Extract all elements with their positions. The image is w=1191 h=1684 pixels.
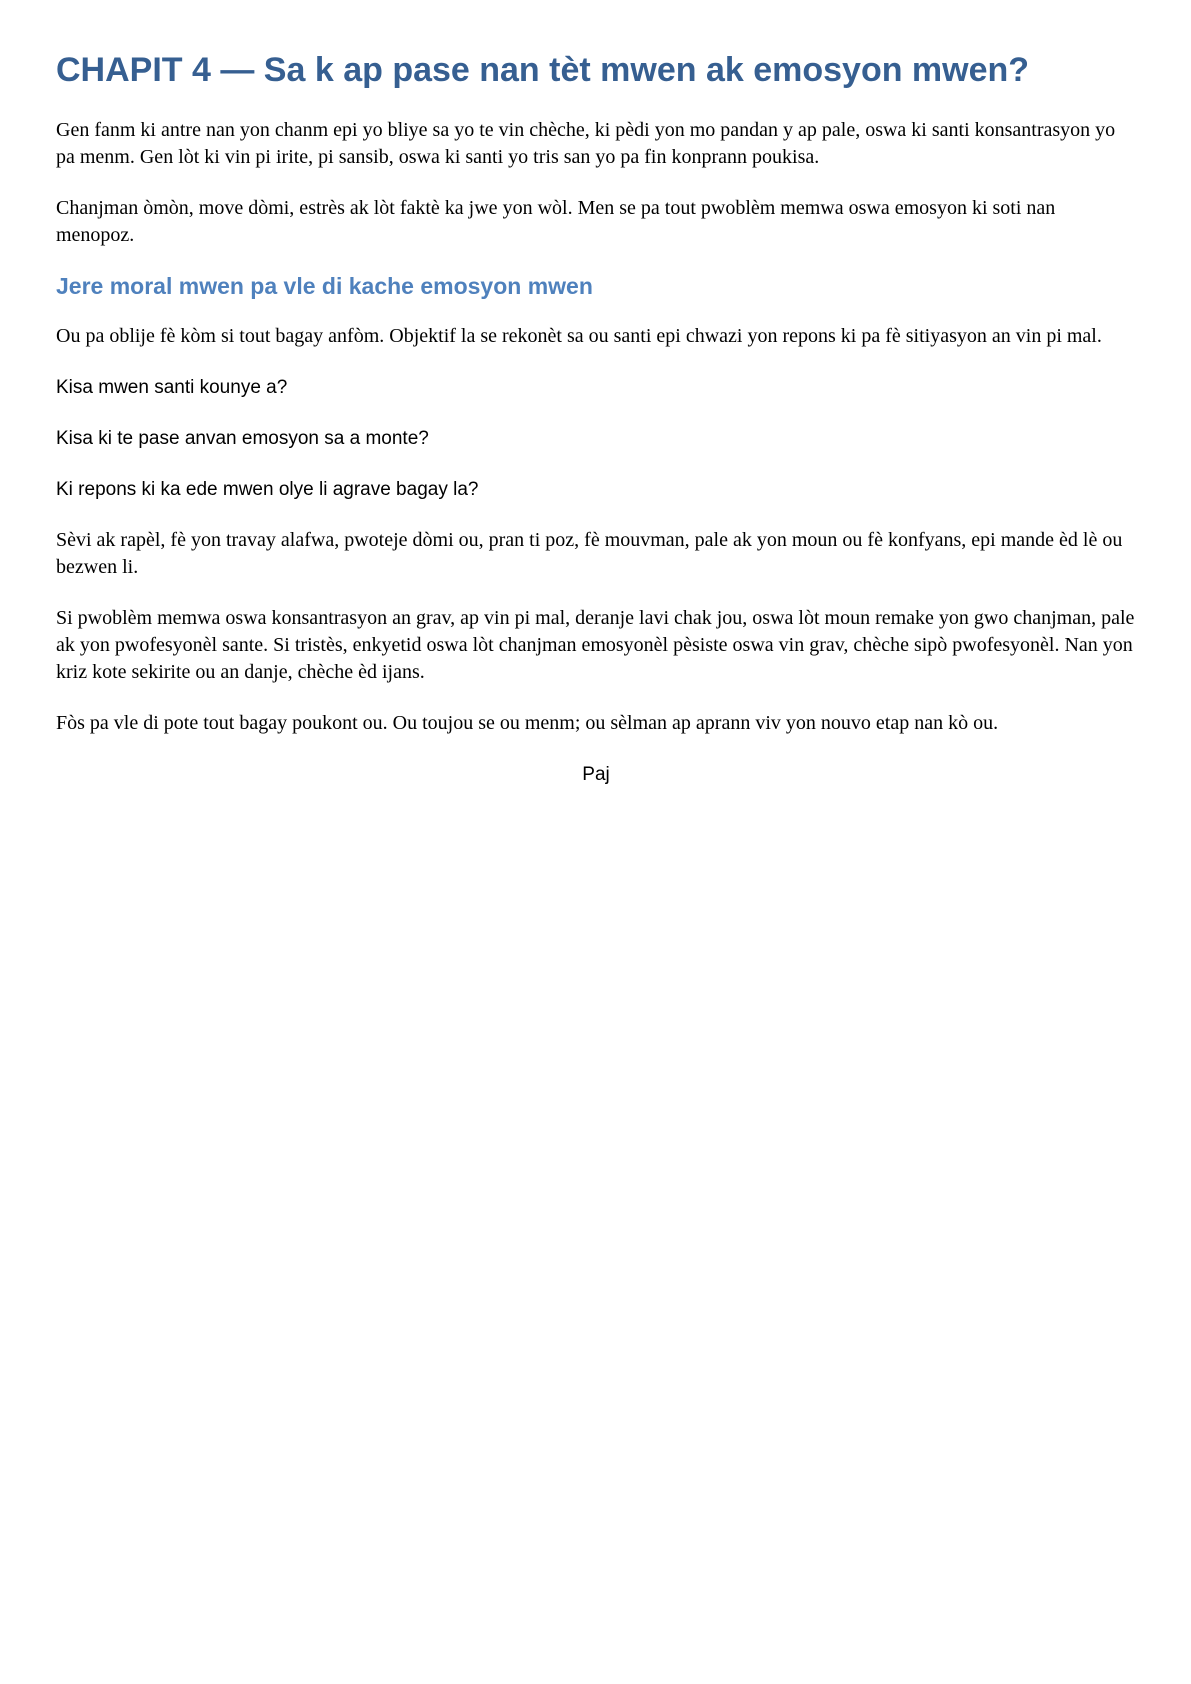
closing-paragraph: Sèvi ak rapèl, fè yon travay alafwa, pwoteje dòmi ou, pran ti poz, fè mouvman, pale ak yon moun ou fè konfyans, epi mande èd lè ou bezwen li.: [56, 529, 1123, 579]
closing-paragraph: Si pwoblèm memwa oswa konsantrasyon an grav, ap vin pi mal, deranje lavi chak jou, oswa lòt moun remake yon gwo chanjman, pale ak yon pwofesyonèl sante. Si tristès, enkyetid oswa lòt chanjman emosyonèl pèsiste oswa vin grav, chèche sipò pwofesyonèl. Nan yon kriz kote sekirite ou an danje, chèche èd ijans.: [56, 607, 1135, 684]
intro-paragraph: Gen fanm ki antre nan yon chanm epi yo bliye sa yo te vin chèche, ki pèdi yon mo pandan y ap pale, oswa ki santi konsantrasyon yo pa menm. Gen lòt ki vin pi irite, pi sansib, oswa ki santi yo tris san yo pa fin konprann poukisa.: [56, 118, 1116, 168]
document-page: [56, 50, 1136, 788]
reflection-question: Ki repons ki ka ede mwen olye li agrave bagay la?: [56, 479, 479, 501]
reflection-question: Kisa mwen santi kounye a?: [56, 377, 288, 399]
reflection-question: Kisa ki te pase anvan emosyon sa a monte?: [56, 428, 429, 450]
chapter-title: CHAPIT 4 — Sa k ap pase nan tèt mwen ak emosyon mwen?: [56, 51, 1030, 89]
section-heading: Jere moral mwen pa vle di kache emosyon mwen: [56, 272, 593, 299]
intro-paragraph: Chanjman òmòn, move dòmi, estrès ak lòt faktè ka jwe yon wòl. Men se pa tout pwoblèm memwa oswa emosyon ki soti nan menopoz.: [56, 196, 1056, 246]
section-paragraph: Ou pa oblije fè kòm si tout bagay anfòm. Objektif la se rekonèt sa ou santi epi chwazi yon repons ki pa fè sitiyasyon an vin pi mal.: [56, 325, 1102, 348]
closing-paragraph: Fòs pa vle di pote tout bagay poukont ou. Ou toujou se ou menm; ou sèlman ap aprann viv yon nouvo etap nan kò ou.: [56, 712, 999, 735]
page-footer: Paj: [582, 764, 610, 786]
